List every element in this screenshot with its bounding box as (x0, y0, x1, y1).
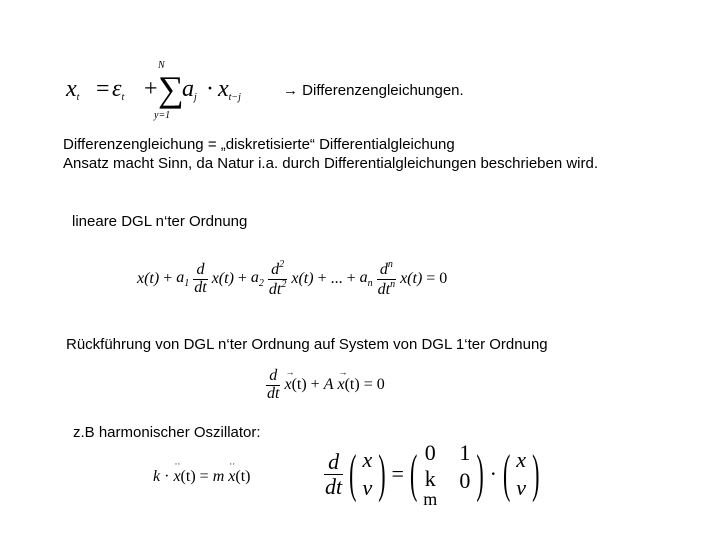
eq3-matrix-A: A (323, 376, 334, 394)
eq1-sum-lower: y=1 (154, 110, 171, 121)
eq1-dot: · (206, 76, 214, 102)
eq2-term-x3: x(t) (291, 270, 314, 288)
heading-system: Rückführung von DGL n‘ter Ordnung auf System von DGL 1‘ter Ordnung (66, 336, 548, 353)
equation-difference (66, 62, 256, 124)
eq1-sum-upper: N (158, 60, 165, 71)
eq1-plus: + (144, 76, 158, 102)
eq2-term-x: x(t) (137, 270, 160, 288)
eq3-frac: $\frac{d}{dt}$ (267, 367, 280, 402)
eq2-an: $a_n$ (359, 269, 373, 290)
eq2-term-x4: x(t) (400, 270, 423, 288)
eq5-matrix: 0 1 k m 0 (423, 440, 471, 509)
eq2-dots: + ... + (317, 270, 356, 288)
eq5-vector-left: x v (362, 447, 373, 500)
eq3-rhs: = 0 (363, 376, 385, 394)
heading-oscillator: z.B harmonischer Oszillator: (73, 424, 261, 441)
eq2-frac-d2: $\frac{d^2}{dt^2}$ (268, 259, 287, 298)
equation-system: $\frac{d}{dt}$ → x(t) + A → x(t) = 0 (267, 367, 385, 402)
equation-matrix: $\frac{d}{dt}$ ( x v ) = ( 0 1 k m 0 ) · ( x v ) (325, 440, 540, 509)
text-line-2: Ansatz macht Sinn, da Natur i.a. durch Differentialgleichungen beschrieben wird. (63, 155, 599, 172)
equation-oscillator: k · ·· x(t) = m ·· x(t) (153, 459, 251, 485)
eq2-frac-d1: $\frac{d}{dt}$ (194, 261, 207, 296)
heading-linear-dgl: lineare DGL n‘ter Ordnung (72, 213, 248, 230)
eq1-x2: $x_{t-j}$ (218, 76, 241, 103)
eq1-sum-sign: ∑ (158, 69, 184, 109)
eq2-a1: $a_1$ (176, 269, 190, 290)
eq1-epsilon: $\varepsilon_t$ (112, 76, 125, 103)
eq5-frac: $\frac{d}{dt}$ (325, 449, 343, 499)
text-line-1: Differenzengleichung = „diskretisierte“ Differentialgleichung (63, 136, 455, 153)
equation-linear-ode: x(t) + $a_1$ $\frac{d}{dt}$ x(t) + $a_2$ $\frac{d^2}{dt^2}$ x(t) + ... + $a_n$ $\frac{d^n}{dt^n}$ x(t) = 0 (137, 259, 448, 298)
eq1-a: $a_j$ (182, 76, 197, 103)
arrow-label: → Differenzengleichungen. (283, 82, 464, 99)
eq2-frac-dn: $\frac{d^n}{dt^n}$ (377, 259, 396, 298)
eq1-x: $x_t$ (66, 76, 80, 103)
eq2-rhs: = 0 (426, 270, 448, 288)
eq2-a2: $a_2$ (250, 269, 264, 290)
eq5-vector-right: x v (516, 447, 527, 500)
eq1-equals: = (96, 76, 110, 102)
eq2-term-x2: x(t) (211, 270, 234, 288)
